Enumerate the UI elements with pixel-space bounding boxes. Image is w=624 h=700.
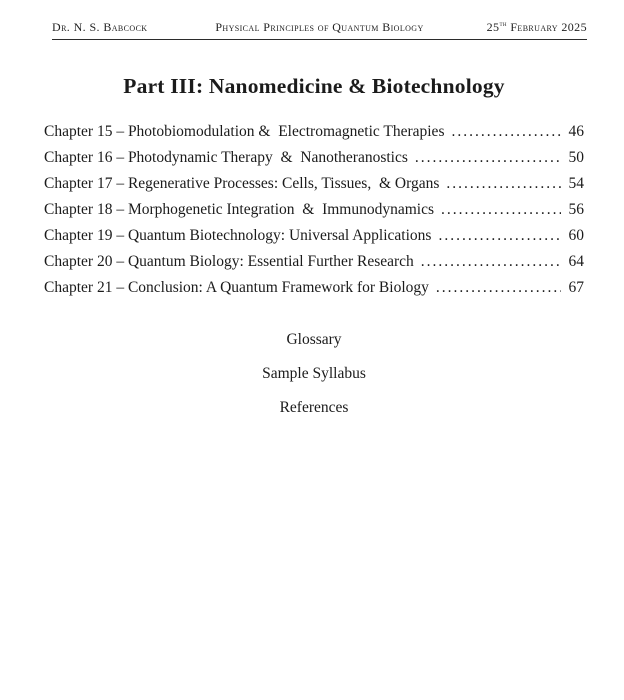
- header-divider: [52, 39, 587, 40]
- toc-page-number: 60: [568, 227, 584, 245]
- toc-leader-dots: [415, 145, 561, 171]
- running-head: [52, 20, 587, 35]
- toc-page-number: 67: [568, 279, 584, 297]
- back-matter-item-glossary: Glossary: [286, 331, 342, 349]
- toc-page-number: 54: [568, 175, 584, 193]
- part-title: Part III: Nanomedicine & Biotechnology: [123, 74, 505, 98]
- toc-entry-label: Chapter 18 – Morphogenetic Integration & Immunodynamics: [44, 201, 434, 219]
- toc-entry: [44, 145, 584, 171]
- toc-entry: [44, 275, 584, 301]
- toc-entry-label: Chapter 20 – Quantum Biology: Essential Further Research: [44, 253, 414, 271]
- toc-leader-dots: [438, 223, 561, 249]
- toc-entry-label: Chapter 16 – Photodynamic Therapy & Nanotheranostics: [44, 149, 408, 167]
- toc-leader-dots: [441, 197, 561, 223]
- header-date-ordinal: th: [499, 19, 507, 28]
- header-date-rest: February 2025: [510, 20, 587, 34]
- toc-page-number: 64: [568, 253, 584, 271]
- toc-leader-dots: [451, 119, 561, 145]
- header-author: Dr. N. S. Babcock: [52, 20, 148, 34]
- toc-entry: [44, 171, 584, 197]
- header-date: [432, 20, 587, 35]
- table-of-contents: [44, 119, 584, 301]
- toc-entry-label: Chapter 15 – Photobiomodulation & Electromagnetic Therapies: [44, 123, 445, 141]
- header-date-day: 25: [486, 20, 500, 34]
- toc-entry: [44, 119, 584, 145]
- toc-leader-dots: [436, 275, 561, 301]
- header-work-title: Physical Principles of Quantum Biology: [215, 20, 424, 34]
- toc-leader-dots: [446, 171, 561, 197]
- toc-page-number: 50: [568, 149, 584, 167]
- toc-entry-label: Chapter 19 – Quantum Biotechnology: Universal Applications: [44, 227, 432, 245]
- back-matter-list: [44, 323, 584, 425]
- toc-entry: [44, 197, 584, 223]
- back-matter-item-sample-syllabus: Sample Syllabus: [262, 365, 366, 383]
- toc-entry: [44, 249, 584, 275]
- back-matter-item-references: References: [279, 399, 349, 417]
- toc-leader-dots: [421, 249, 561, 275]
- toc-page-number: 56: [568, 201, 584, 219]
- toc-entry-label: Chapter 21 – Conclusion: A Quantum Framework for Biology: [44, 279, 429, 297]
- toc-page-number: 46: [568, 123, 584, 141]
- toc-entry-label: Chapter 17 – Regenerative Processes: Cells, Tissues, & Organs: [44, 175, 440, 193]
- toc-entry: [44, 223, 584, 249]
